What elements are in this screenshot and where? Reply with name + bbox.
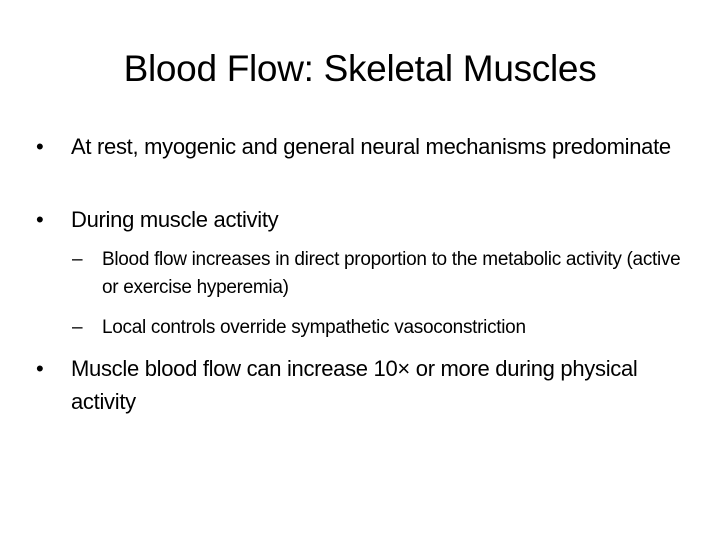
bullet-item (36, 352, 676, 418)
bullet-marker: • (36, 134, 44, 159)
bullet-text: Muscle blood flow can increase 10× or more during physical activity (71, 356, 638, 414)
bullet-marker: • (36, 207, 44, 232)
bullet-item (36, 130, 676, 163)
bullet-item (36, 203, 676, 236)
sub-bullet-marker: – (72, 249, 83, 270)
bullet-text: At rest, myogenic and general neural mechanisms predominate (71, 134, 671, 159)
sub-bullet-item (72, 314, 692, 342)
sub-bullet-text: Blood flow increases in direct proportion to the metabolic activity (active or exercise hyperemia) (102, 249, 681, 298)
sub-bullet-marker: – (72, 317, 83, 338)
bullet-marker: • (36, 356, 44, 381)
sub-bullet-text: Local controls override sympathetic vasoconstriction (102, 317, 526, 338)
sub-bullet-item (72, 246, 692, 302)
slide-title: Blood Flow: Skeletal Muscles (123, 48, 597, 89)
bullet-text: During muscle activity (71, 207, 279, 232)
